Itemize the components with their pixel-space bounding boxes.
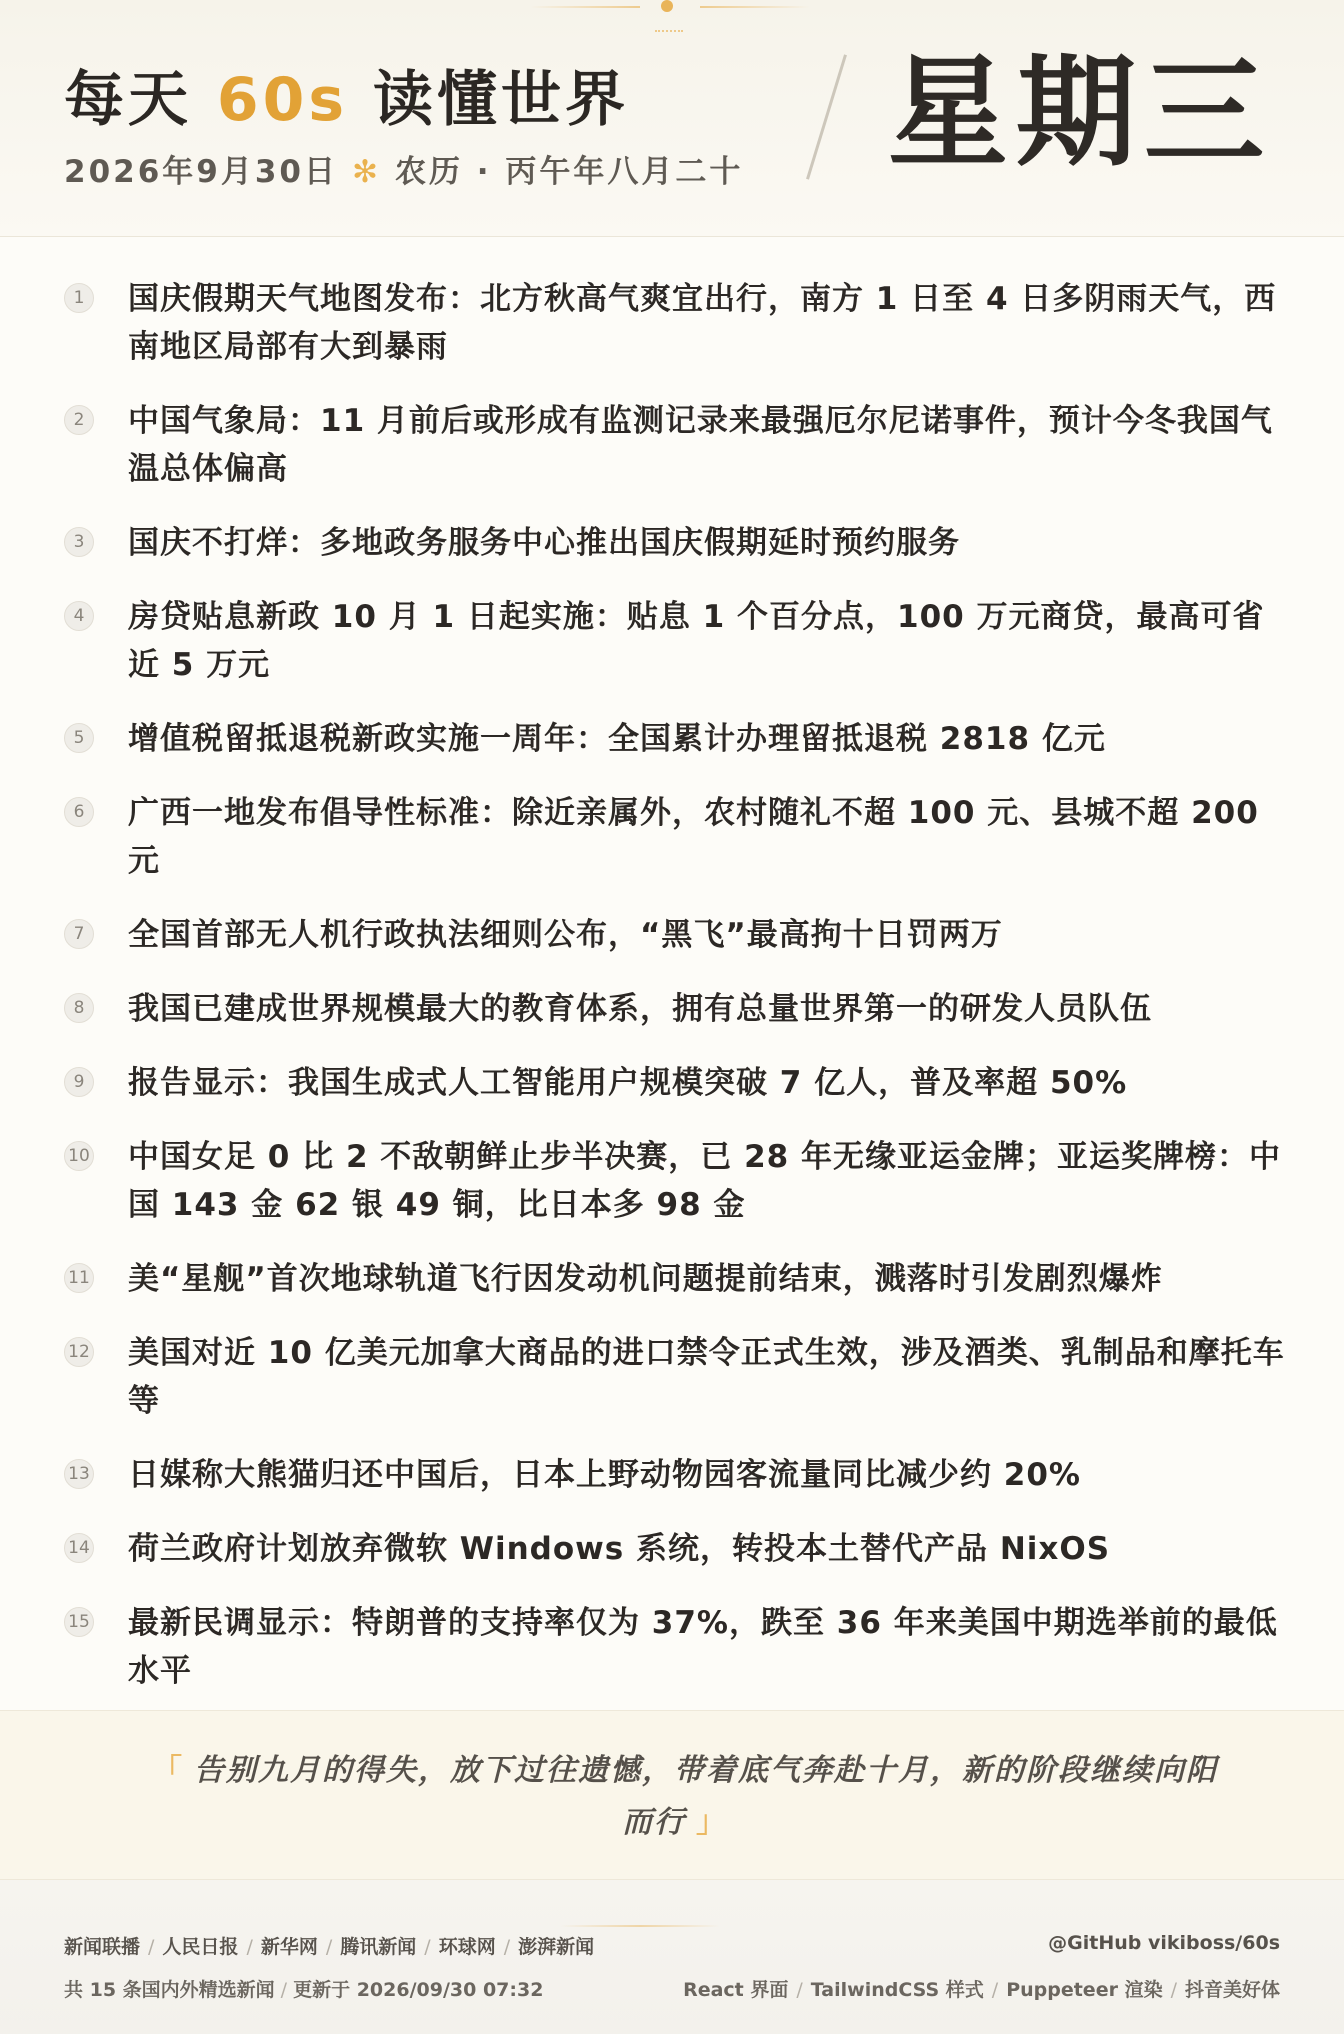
news-item	[64, 1525, 1294, 1573]
news-text: 美国对近 10 亿美元加拿大商品的进口禁令正式生效，涉及酒类、乳制品和摩托车等	[128, 1335, 1285, 1419]
news-text: 日媒称大熊猫归还中国后，日本上野动物园客流量同比减少约 20%	[128, 1457, 1081, 1493]
source-name: 人民日报	[162, 1936, 239, 1958]
source-name: 澎湃新闻	[518, 1936, 595, 1958]
news-item	[64, 715, 1294, 763]
news-number-badge: 10	[64, 1141, 94, 1171]
news-text: 全国首部无人机行政执法细则公布，“黑飞”最高拘十日罚两万	[128, 917, 1003, 953]
news-text: 房贷贴息新政 10 月 1 日起实施：贴息 1 个百分点，100 万元商贷，最高可省近 5 万元	[128, 599, 1265, 683]
news-number-badge: 3	[64, 527, 94, 557]
footer-decoration	[560, 1925, 720, 1927]
tech-credit: 抖音美好体	[1184, 1979, 1280, 2001]
news-list	[64, 275, 1294, 1721]
news-count: 共 15 条国内外精选新闻	[64, 1979, 275, 2001]
page-title	[64, 52, 629, 138]
daily-quote	[140, 1745, 1220, 1849]
news-text: 最新民调显示：特朗普的支持率仅为 37%，跌至 36 年来美国中期选举前的最低水平	[128, 1605, 1278, 1689]
date-line	[64, 146, 743, 191]
tech-credit: Puppeteer 渲染	[1006, 1979, 1163, 2001]
quote-open-mark: 「	[152, 1753, 184, 1788]
date: 2026年9月30日	[64, 154, 338, 190]
news-item	[64, 519, 1294, 567]
news-item	[64, 1255, 1294, 1303]
divider-slash	[806, 54, 847, 179]
news-number-badge: 12	[64, 1337, 94, 1367]
updated-time: 更新于 2026/09/30 07:32	[293, 1979, 544, 2001]
tech-credit: React 界面	[683, 1979, 789, 2001]
news-number-badge: 1	[64, 283, 94, 313]
news-item	[64, 397, 1294, 493]
news-item	[64, 1133, 1294, 1229]
title-suffix: 读懂世界	[373, 65, 629, 135]
news-number-badge: 11	[64, 1263, 94, 1293]
footer	[0, 1880, 1344, 2034]
news-text: 美“星舰”首次地球轨道飞行因发动机问题提前结束，溅落时引发剧烈爆炸	[128, 1261, 1163, 1297]
news-item	[64, 1329, 1294, 1425]
news-number-badge: 4	[64, 601, 94, 631]
quote-box	[0, 1710, 1344, 1880]
news-number-badge: 9	[64, 1067, 94, 1097]
news-item	[64, 911, 1294, 959]
news-number-badge: 8	[64, 993, 94, 1023]
header	[0, 0, 1344, 237]
news-text: 国庆不打烊：多地政务服务中心推出国庆假期延时预约服务	[128, 525, 960, 561]
news-text: 中国气象局：11 月前后或形成有监测记录来最强厄尔尼诺事件，预计今冬我国气温总体偏高	[128, 403, 1273, 487]
source-name: 新闻联播	[64, 1936, 141, 1958]
news-number-badge: 2	[64, 405, 94, 435]
news-stats: 共 15 条国内外精选新闻 / 更新于 2026/09/30 07:32	[64, 1979, 544, 2001]
asterisk-icon: ✻	[352, 154, 381, 190]
news-text: 我国已建成世界规模最大的教育体系，拥有总量世界第一的研发人员队伍	[128, 991, 1152, 1027]
news-number-badge: 15	[64, 1607, 94, 1637]
news-item	[64, 593, 1294, 689]
weekday: 星期三	[888, 44, 1272, 183]
news-item	[64, 789, 1294, 885]
news-text: 中国女足 0 比 2 不敌朝鲜止步半决赛，已 28 年无缘亚运金牌；亚运奖牌榜：中国 143 金 62 银 49 铜，比日本多 98 金	[128, 1139, 1282, 1223]
news-number-badge: 14	[64, 1533, 94, 1563]
source-name: 腾讯新闻	[340, 1936, 417, 1958]
news-text: 荷兰政府计划放弃微软 Windows 系统，转投本土替代产品 NixOS	[128, 1531, 1111, 1567]
news-item	[64, 275, 1294, 371]
news-text: 广西一地发布倡导性标准：除近亲属外，农村随礼不超 100 元、县城不超 200 元	[128, 795, 1259, 879]
news-text: 国庆假期天气地图发布：北方秋高气爽宜出行，南方 1 日至 4 日多阴雨天气，西南地区局部有大到暴雨	[128, 281, 1277, 365]
title-accent: 60s	[216, 65, 349, 135]
news-item	[64, 1599, 1294, 1695]
news-text: 增值税留抵退税新政实施一周年：全国累计办理留抵退税 2818 亿元	[128, 721, 1106, 757]
news-text: 报告显示：我国生成式人工智能用户规模突破 7 亿人，普及率超 50%	[128, 1065, 1128, 1101]
news-sources: 新闻联播 / 人民日报 / 新华网 / 腾讯新闻 / 环球网 / 澎湃新闻	[64, 1936, 595, 1958]
news-number-badge: 6	[64, 797, 94, 827]
title-prefix: 每天	[64, 65, 192, 135]
news-number-badge: 7	[64, 919, 94, 949]
tech-credit: TailwindCSS 样式	[810, 1979, 984, 2001]
news-number-badge: 5	[64, 723, 94, 753]
source-name: 新华网	[260, 1936, 318, 1958]
tech-credits: React 界面 / TailwindCSS 样式 / Puppeteer 渲染 / 抖音美好体	[683, 1979, 1280, 2001]
source-name: 环球网	[438, 1936, 496, 1958]
news-number-badge: 13	[64, 1459, 94, 1489]
top-dot-icon	[661, 0, 673, 12]
quote-text: 告别九月的得失，放下过往遗憾，带着底气奔赴十月，新的阶段继续向阳而行	[194, 1753, 1218, 1840]
news-item	[64, 1059, 1294, 1107]
news-item	[64, 985, 1294, 1033]
news-item	[64, 1451, 1294, 1499]
top-decoration	[530, 0, 810, 40]
lunar-date: 农历 · 丙午年八月二十	[394, 154, 744, 190]
quote-close-mark: 」	[696, 1805, 728, 1840]
github-link[interactable]: @GitHub vikiboss/60s	[1048, 1932, 1280, 1954]
